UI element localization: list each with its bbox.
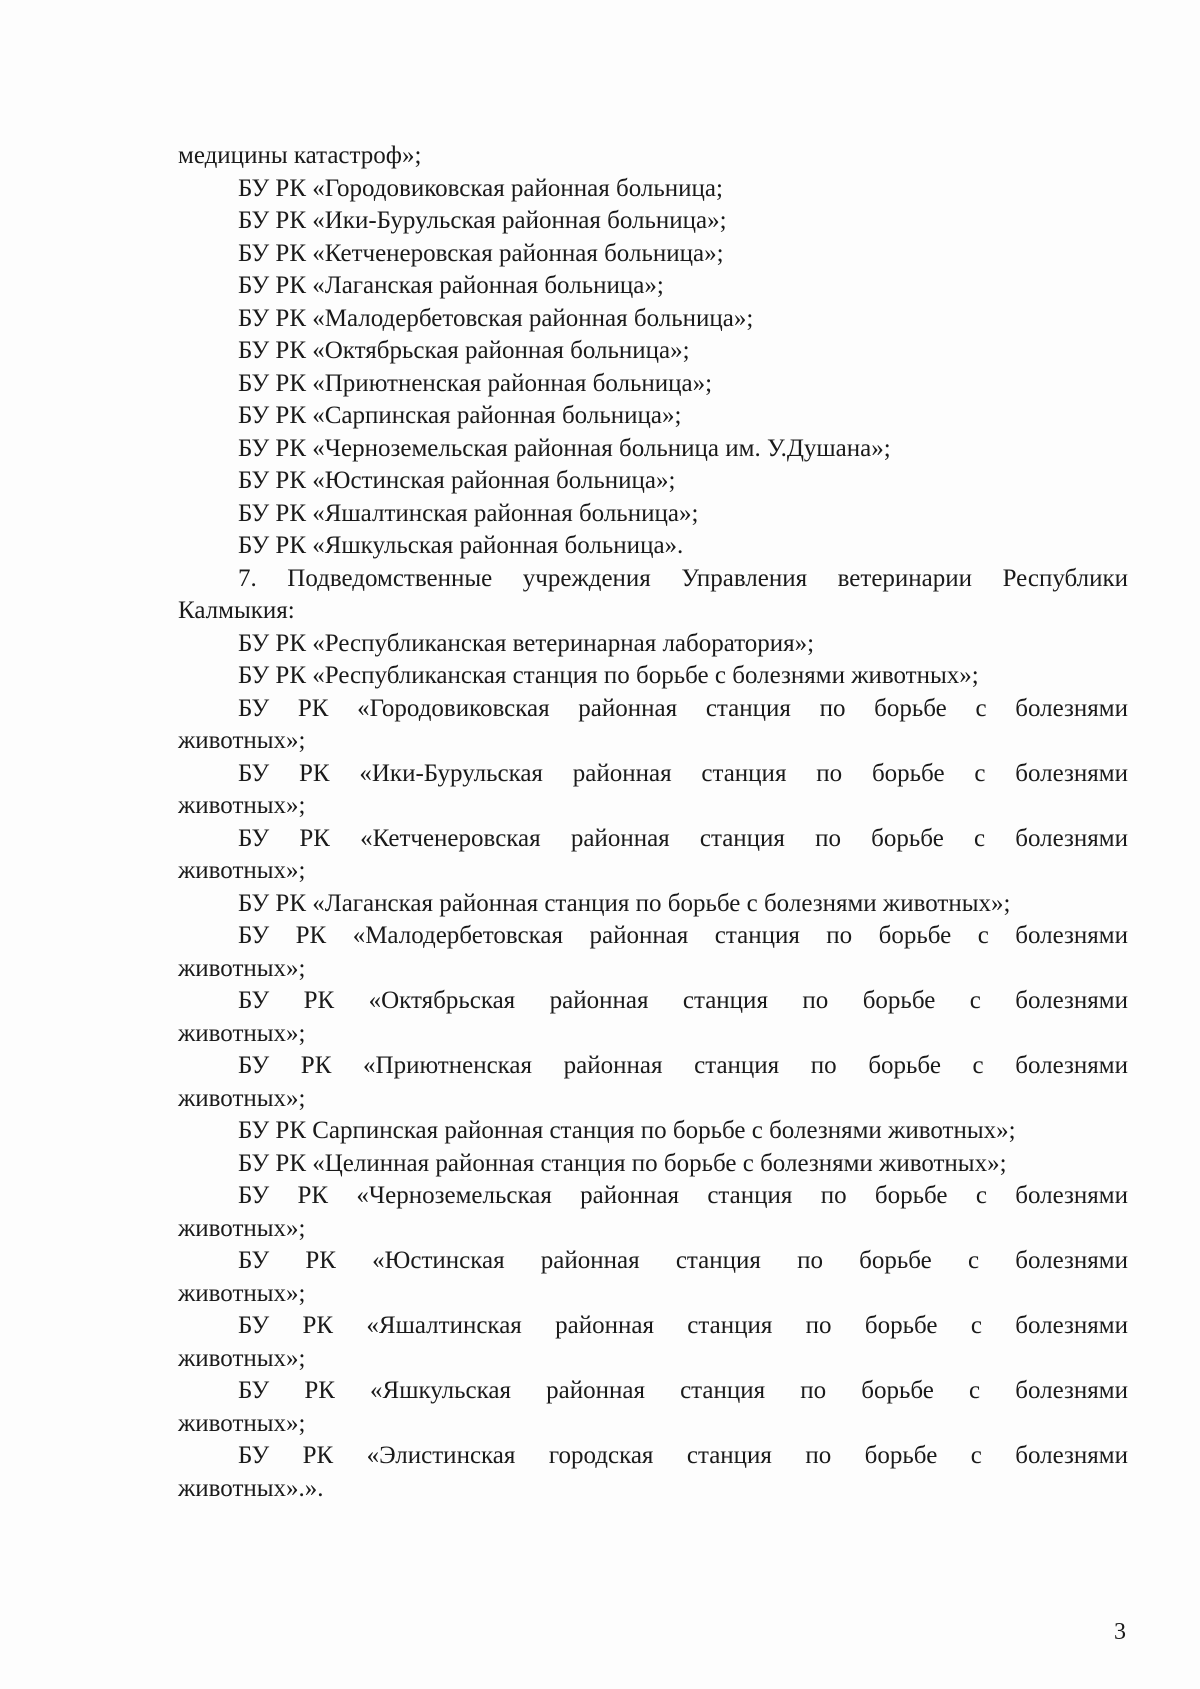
text-line: животных»;: [178, 954, 306, 982]
text-line: БУ РК «Городовиковская районная больница;: [238, 174, 723, 202]
text-line: животных»;: [178, 792, 306, 819]
text-line: животных»;: [178, 1214, 306, 1242]
text-line: животных»;: [178, 1344, 306, 1372]
text-line: животных»;: [178, 1409, 306, 1437]
text-line: БУ РК «Сарпинская районная больница»;: [238, 402, 682, 429]
text-line: животных».».: [178, 1474, 324, 1502]
document-body: [178, 140, 1128, 1505]
text-line: БУ РК «Кетченеровская районная больница»;: [238, 239, 724, 267]
text-line: животных»;: [178, 727, 306, 754]
text-line: животных»;: [178, 1019, 306, 1047]
text-line: БУ РК «Лаганская районная станция по борьбе с болезнями животных»;: [238, 889, 1011, 917]
text-line: БУ РК «Юстинская районная станция по борьбе с болезнями: [238, 1247, 1128, 1274]
text-line: БУ РК «Республиканская ветеринарная лаборатория»;: [238, 629, 815, 657]
text-line: БУ РК «Черноземельская районная больница им. У.Душана»;: [238, 434, 891, 462]
text-line: БУ РК «Яшалтинская районная больница»;: [238, 499, 699, 527]
text-line: БУ РК «Юстинская районная больница»;: [238, 467, 676, 494]
text-line: БУ РК «Малодербетовская районная станция по борьбе с болезнями: [238, 922, 1128, 949]
text-line: БУ РК «Элистинская городская станция по борьбе с болезнями: [238, 1442, 1128, 1469]
text-line: БУ РК «Городовиковская районная станция по борьбе с болезнями: [238, 694, 1128, 722]
section-heading-line: 7. Подведомственные учреждения Управления ветеринарии Республики: [238, 564, 1128, 592]
text-line: БУ РК «Приютненская районная больница»;: [238, 369, 713, 397]
text-line: БУ РК «Октябрьская районная станция по борьбе с болезнями: [238, 987, 1128, 1014]
text-line: БУ РК «Ики-Бурульская районная больница»;: [238, 207, 727, 234]
text-line: БУ РК «Целинная районная станция по борьбе с болезнями животных»;: [238, 1149, 1007, 1177]
text-line: БУ РК «Малодербетовская районная больница»;: [238, 304, 754, 332]
text-line: БУ РК «Октябрьская районная больница»;: [238, 337, 690, 364]
text-line: БУ РК «Лаганская районная больница»;: [238, 272, 664, 299]
text-line: БУ РК «Ики-Бурульская районная станция по борьбе с болезнями: [238, 759, 1128, 787]
text-line: БУ РК «Черноземельская районная станция по борьбе с болезнями: [238, 1182, 1128, 1209]
text-line: животных»;: [178, 857, 306, 884]
text-line: БУ РК «Яшкульская районная больница».: [238, 532, 684, 559]
text-line: Калмыкия:: [178, 597, 295, 624]
text-line: медицины катастроф»;: [178, 142, 422, 169]
text-line: животных»;: [178, 1279, 306, 1307]
text-line: БУ РК «Яшкульская районная станция по борьбе с болезнями: [238, 1377, 1128, 1404]
text-line: БУ РК «Яшалтинская районная станция по борьбе с болезнями: [238, 1312, 1128, 1339]
text-line: животных»;: [178, 1084, 306, 1112]
text-line: БУ РК Сарпинская районная станция по борьбе с болезнями животных»;: [238, 1117, 1016, 1144]
text-line: БУ РК «Приютненская районная станция по борьбе с болезнями: [238, 1052, 1128, 1079]
text-line: БУ РК «Республиканская станция по борьбе с болезнями животных»;: [238, 662, 979, 689]
page-number: 3: [1114, 1619, 1126, 1645]
text-line: БУ РК «Кетченеровская районная станция по борьбе с болезнями: [238, 824, 1128, 852]
